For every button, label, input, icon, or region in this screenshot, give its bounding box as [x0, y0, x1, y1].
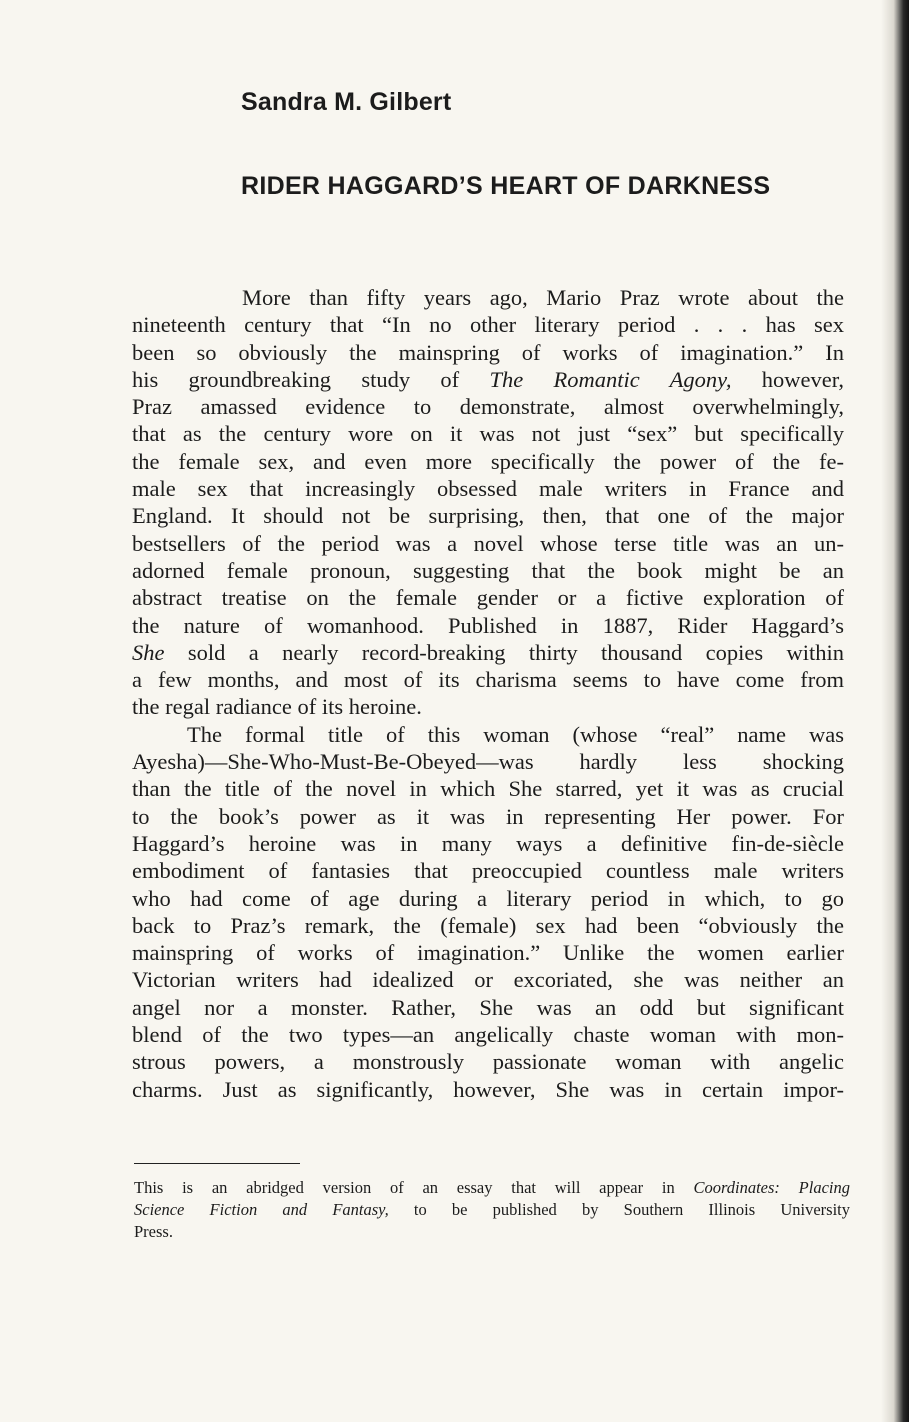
- body-line: nineteenth century that “In no other literary period . . . has sex: [132, 312, 844, 338]
- body-line: Haggard’s heroine was in many ways a definitive fin-de-siècle: [132, 830, 844, 856]
- body-line: embodiment of fantasies that preoccupied countless male writers: [132, 858, 844, 884]
- footnote-line: Press.: [134, 1222, 173, 1241]
- footnote-line: [134, 1199, 850, 1221]
- book-subtitle-coordinates: Science Fiction and Fantasy,: [134, 1200, 389, 1219]
- body-line-mixed: [132, 366, 844, 393]
- body-line: been so obviously the mainspring of works of imagination.” In: [132, 339, 844, 365]
- body-line: Victorian writers had idealized or excoriated, she was neither an: [132, 967, 844, 993]
- body-text-run: however,: [731, 366, 844, 392]
- body-text-run: sold a nearly record-breaking thirty thousand copies within: [164, 639, 844, 665]
- body-line: angel nor a monster. Rather, She was an odd but significant: [132, 994, 844, 1020]
- body-line: England. It should not be surprising, then, that one of the major: [132, 503, 844, 529]
- body-line: strous powers, a monstrously passionate woman with angelic: [132, 1049, 844, 1075]
- footnote-divider: [134, 1163, 300, 1164]
- body-line: adorned female pronoun, suggesting that the book might be an: [132, 557, 844, 583]
- body-line: More than fifty years ago, Mario Praz wrote about the: [242, 285, 844, 310]
- body-line: the nature of womanhood. Published in 1887, Rider Haggard’s: [132, 612, 844, 638]
- footnote-text-run: This is an abridged version of an essay that will appear in: [134, 1178, 694, 1197]
- body-line: the female sex, and even more specifically the power of the fe-: [132, 448, 844, 474]
- body-line: abstract treatise on the female gender or a fictive exploration of: [132, 585, 844, 611]
- body-line: that as the century wore on it was not just “sex” but specifically: [132, 421, 844, 447]
- body-line: Praz amassed evidence to demonstrate, almost overwhelmingly,: [132, 394, 844, 420]
- body-line: back to Praz’s remark, the (female) sex had been “obviously the: [132, 912, 844, 938]
- body-line: male sex that increasingly obsessed male writers in France and: [132, 476, 844, 502]
- body-line: Ayesha)—She-Who-Must-Be-Obeyed—was hardly less shocking: [132, 749, 844, 775]
- paragraph-2: [132, 721, 844, 1103]
- body-line: The formal title of this woman (whose “real” name was: [187, 721, 844, 747]
- body-line: a few months, and most of its charisma seems to have come from: [132, 667, 844, 693]
- body-line: who had come of age during a literary period in which, to go: [132, 885, 844, 911]
- book-title-romantic-agony: The Romantic Agony,: [489, 366, 732, 392]
- article-title: RIDER HAGGARD’S HEART OF DARKNESS: [241, 172, 771, 200]
- footnote-line: [134, 1177, 850, 1199]
- body-text-run: his groundbreaking study of: [132, 366, 490, 392]
- body-line: charms. Just as significantly, however, She was in certain impor-: [132, 1076, 844, 1102]
- author-name: Sandra M. Gilbert: [241, 88, 452, 116]
- body-line: blend of the two types—an angelically chaste woman with mon-: [132, 1022, 844, 1048]
- footnote: [134, 1177, 850, 1243]
- footnote-text-run: to be published by Southern Illinois University: [388, 1200, 851, 1219]
- article-body: [132, 284, 844, 1103]
- body-line: the regal radiance of its heroine.: [132, 694, 422, 720]
- body-line: than the title of the novel in which She starred, yet it was as crucial: [132, 776, 844, 802]
- book-title-coordinates: Coordinates: Placing: [693, 1178, 850, 1197]
- body-line: mainspring of works of imagination.” Unlike the women earlier: [132, 940, 844, 966]
- body-line: to the book’s power as it was in representing Her power. For: [132, 803, 844, 829]
- page-binding-edge: [881, 0, 909, 1422]
- body-line-mixed: [132, 639, 844, 666]
- book-title-she: She: [132, 639, 165, 665]
- paragraph-1: [132, 284, 844, 721]
- body-line: bestsellers of the period was a novel whose terse title was an un-: [132, 530, 844, 556]
